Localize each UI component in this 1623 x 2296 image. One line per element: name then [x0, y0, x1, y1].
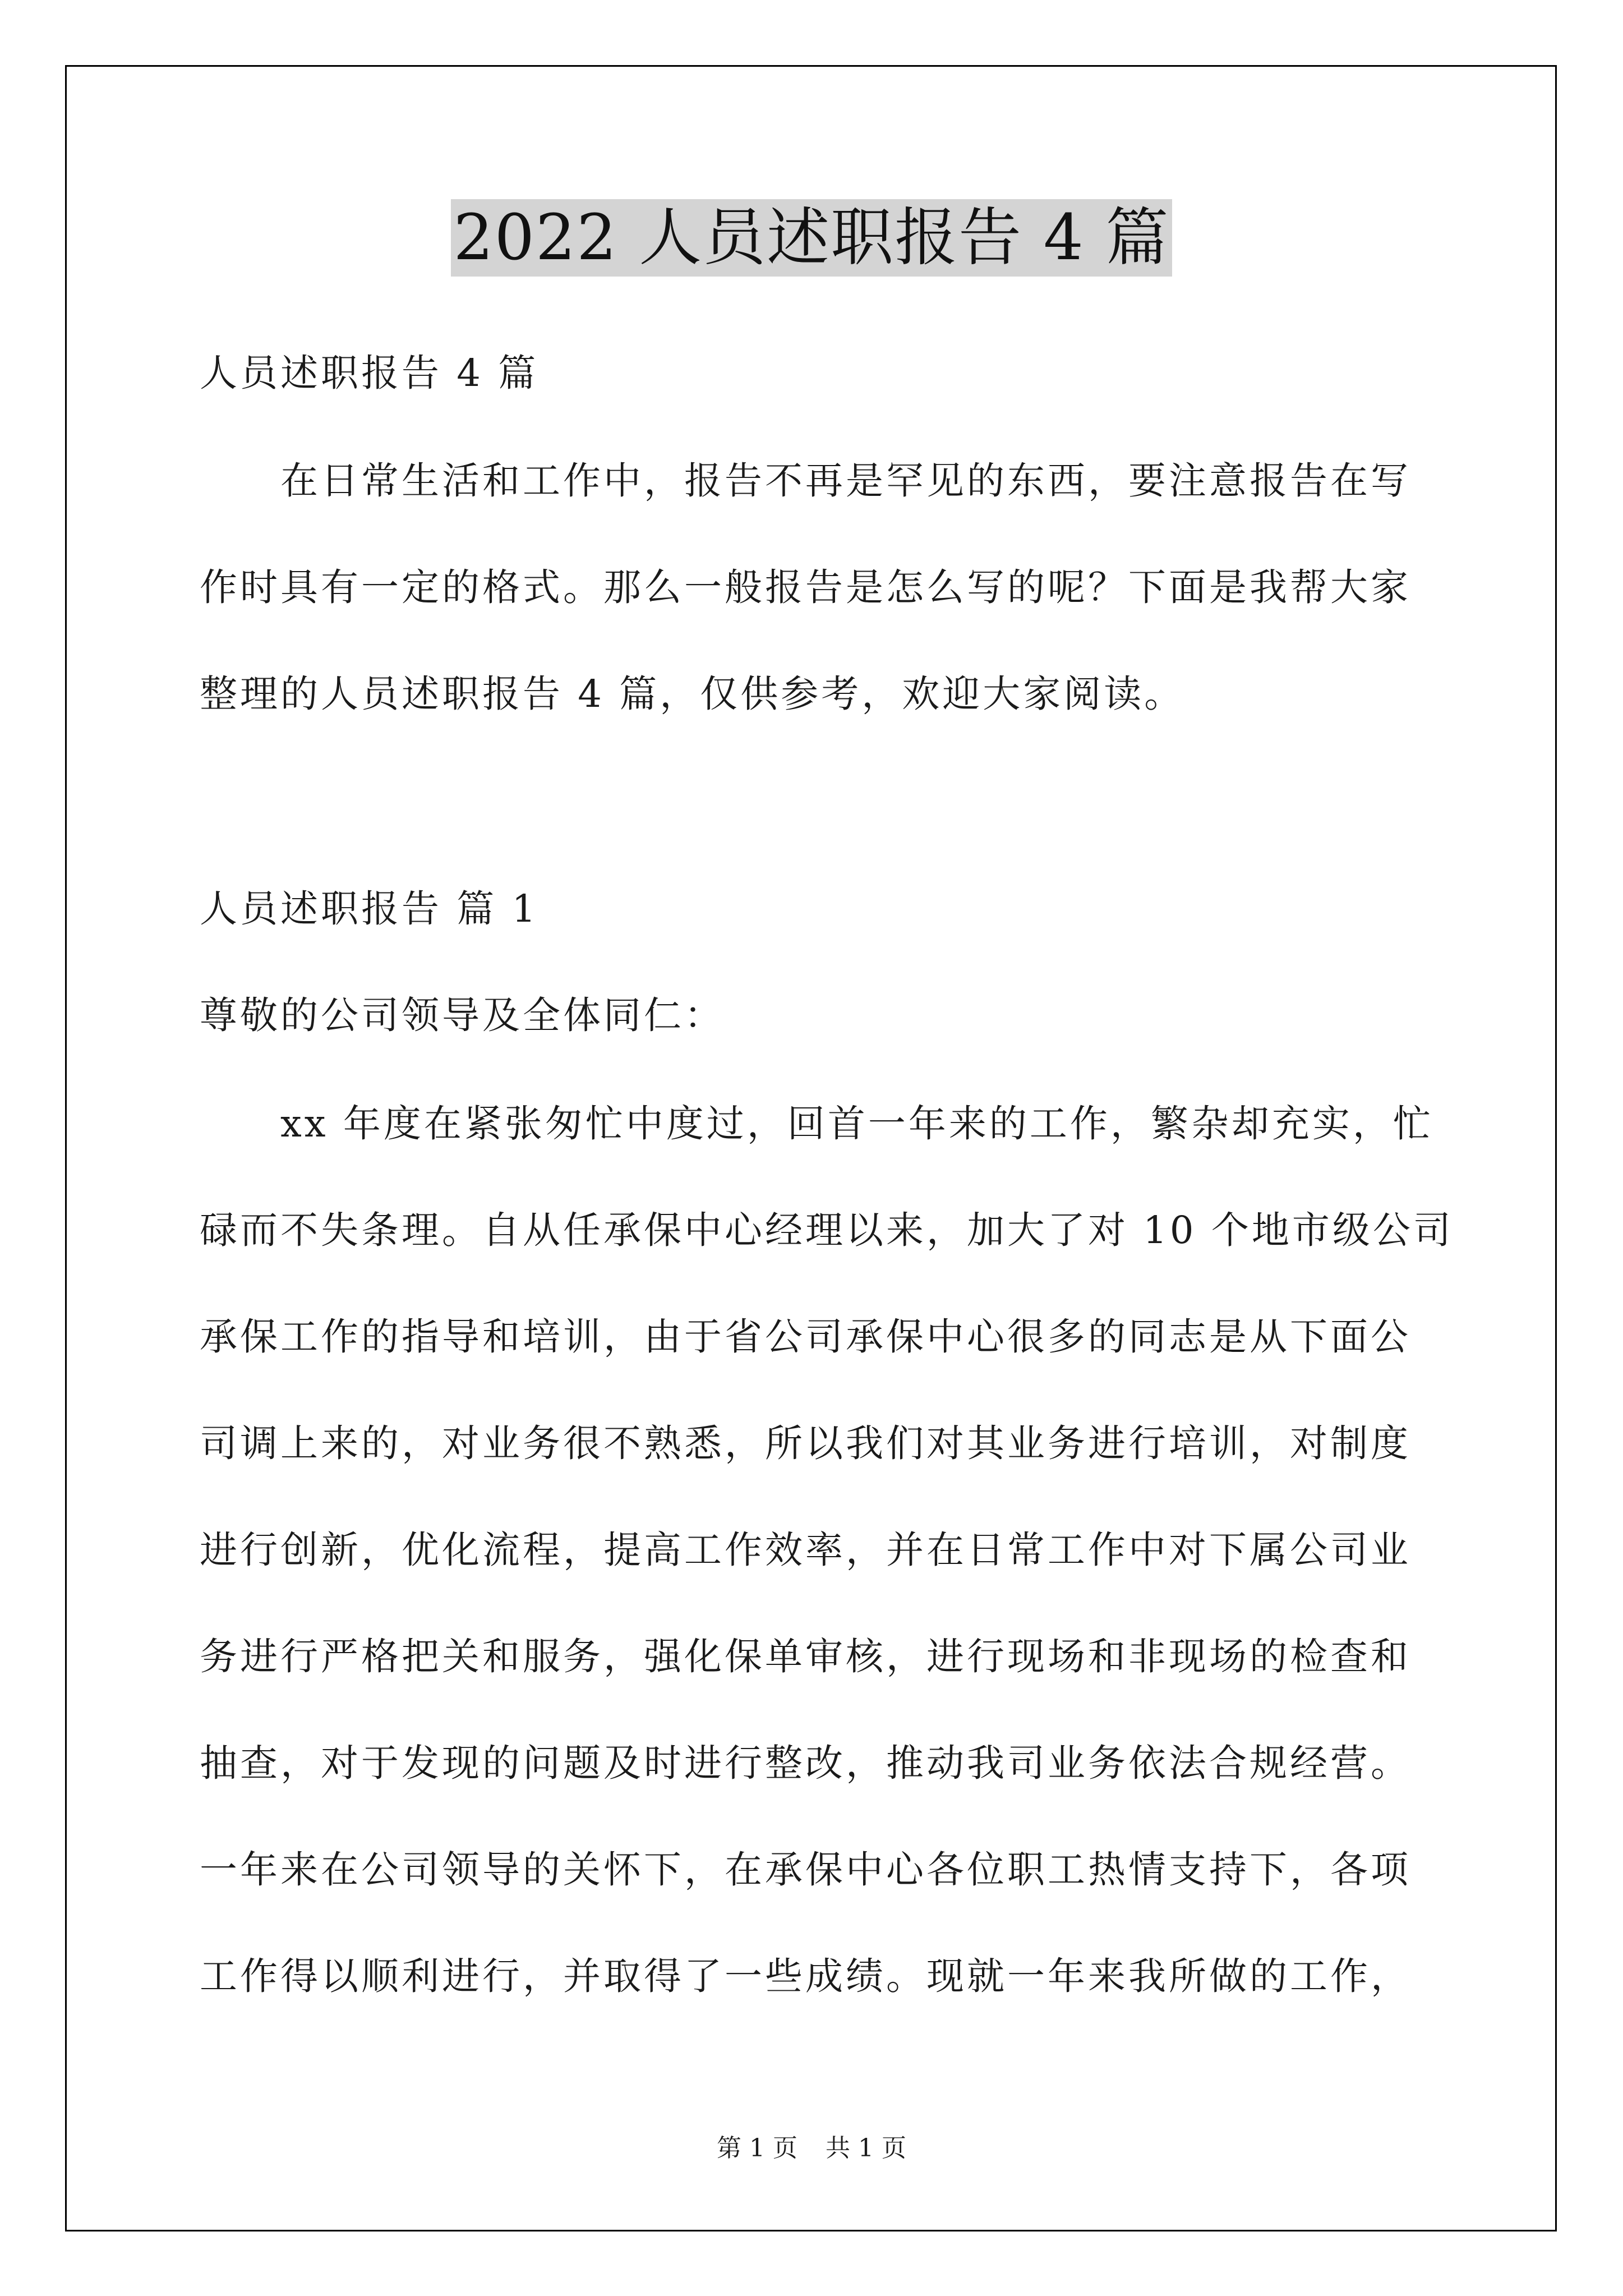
page-footer — [0, 2132, 1623, 2165]
section-heading: 人员述职报告 篇 1 — [200, 887, 539, 931]
body-paragraph-line: 碌而不失条理。自从任承保中心经理以来，加大了对 10 个地市级公司 — [200, 1208, 1454, 1252]
body-paragraph-line: 工作得以顺利进行，并取得了一些成绩。现就一年来我所做的工作， — [200, 1954, 1411, 1998]
salutation: 尊敬的公司领导及全体同仁： — [200, 993, 725, 1037]
page-number: 第 1 页 — [717, 2134, 797, 2162]
intro-paragraph-line: 在日常生活和工作中，报告不再是罕见的东西，要注意报告在写 — [280, 459, 1411, 503]
page-total: 共 1 页 — [826, 2134, 906, 2162]
body-paragraph-line: 一年来在公司领导的关怀下，在承保中心各位职工热情支持下，各项 — [200, 1848, 1411, 1892]
body-paragraph-line: xx 年度在紧张匆忙中度过，回首一年来的工作，繁杂却充实，忙 — [280, 1102, 1433, 1145]
intro-paragraph-line: 整理的人员述职报告 4 篇，仅供参考，欢迎大家阅读。 — [200, 672, 1185, 716]
title-container — [0, 199, 1623, 277]
body-paragraph-line: 抽查，对于发现的问题及时进行整改，推动我司业务依法合规经营。 — [200, 1741, 1411, 1785]
intro-paragraph-line: 作时具有一定的格式。那么一般报告是怎么写的呢？下面是我帮大家 — [200, 565, 1411, 609]
body-paragraph-line: 承保工作的指导和培训，由于省公司承保中心很多的同志是从下面公 — [200, 1315, 1411, 1359]
body-paragraph-line: 进行创新，优化流程，提高工作效率，并在日常工作中对下属公司业 — [200, 1528, 1411, 1572]
body-paragraph-line: 司调上来的，对业务很不熟悉，所以我们对其业务进行培训，对制度 — [200, 1421, 1411, 1465]
document-title: 2022 人员述职报告 4 篇 — [451, 199, 1172, 277]
body-paragraph-line: 务进行严格把关和服务，强化保单审核，进行现场和非现场的检查和 — [200, 1635, 1411, 1678]
subtitle-line: 人员述职报告 4 篇 — [200, 351, 539, 395]
